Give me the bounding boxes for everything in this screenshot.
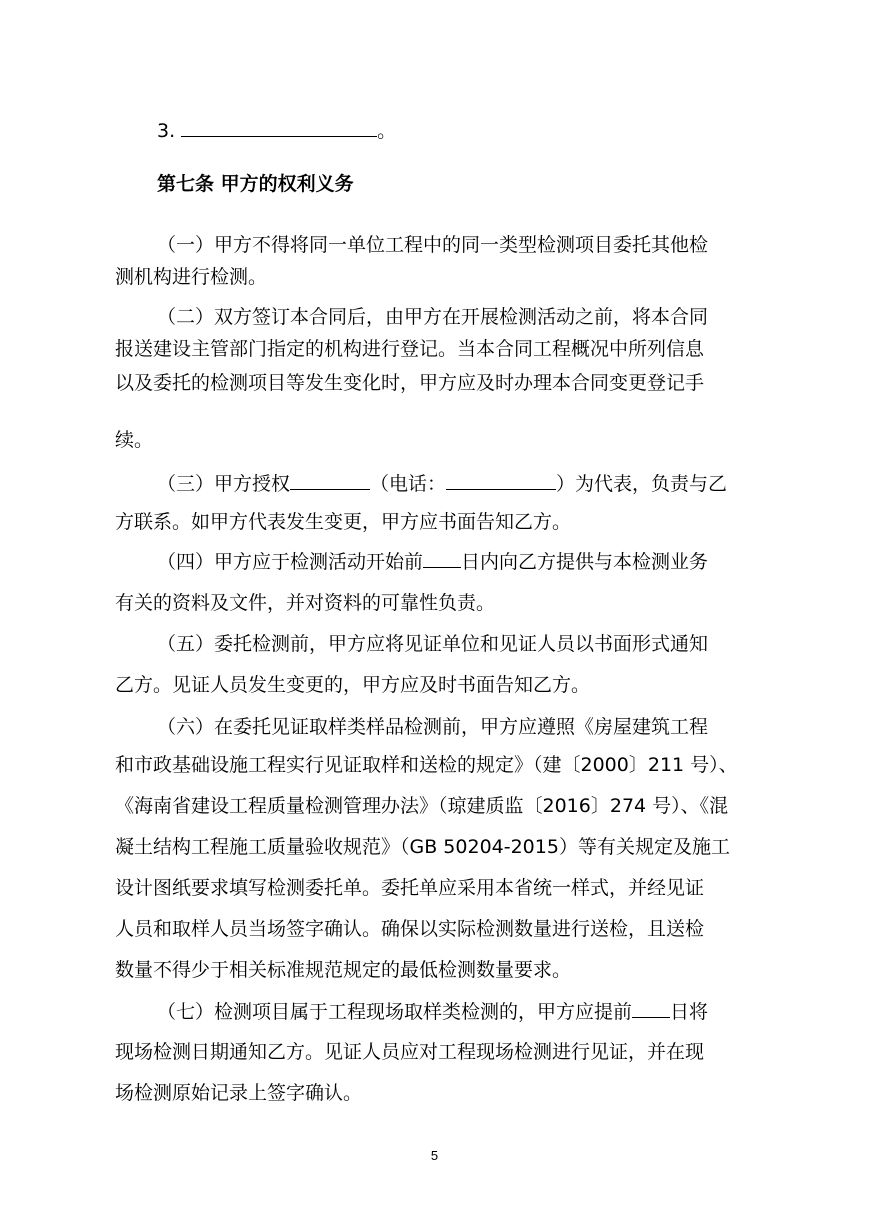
paragraph-4-line: 有关的资料及文件，并对资料的可靠性负责。: [115, 592, 496, 614]
paragraph-7-line: （七）检测项目属于工程现场取样类检测的，甲方应提前 日将: [157, 1001, 709, 1023]
paragraph-7-line: 现场检测日期通知乙方。见证人员应对工程现场检测进行见证，并在现: [115, 1041, 705, 1063]
phone-blank: [446, 471, 556, 490]
paragraph-1-line: （一）甲方不得将同一单位工程中的同一类型检测项目委托其他检: [157, 234, 709, 256]
paragraph-7-line: 场检测原始记录上签字确认。: [115, 1082, 363, 1104]
representative-blank: [290, 471, 370, 490]
paragraph-2-line: （二）双方签订本合同后，由甲方在开展检测活动之前，将本合同: [157, 306, 709, 328]
paragraph-5-line: （五）委托检测前，甲方应将见证单位和见证人员以书面形式通知: [157, 633, 709, 655]
section-heading: 第七条 甲方的权利义务: [157, 173, 354, 195]
paragraph-6-line: 和市政基础设施工程实行见证取样和送检的规定》（建〔2000〕211 号）、: [115, 754, 738, 776]
paragraph-6-line: 凝土结构工程施工质量验收规范》（GB 50204-2015）等有关规定及施工: [115, 836, 730, 858]
blank-field: [181, 118, 377, 137]
item-3-line: 3. 。: [157, 120, 397, 142]
paragraph-1-line: 测机构进行检测。: [115, 266, 268, 288]
paragraph-5-line: 乙方。见证人员发生变更的，甲方应及时书面告知乙方。: [115, 674, 591, 696]
paragraph-3-line: （三）甲方授权 （电话： ）为代表，负责与乙: [157, 473, 728, 495]
paragraph-2-line: 以及委托的检测项目等发生变化时，甲方应及时办理本合同变更登记手: [115, 372, 705, 394]
days-blank: [632, 999, 670, 1018]
paragraph-6-line: 《海南省建设工程质量检测管理办法》（琼建质监〔2016〕274 号）、《混: [115, 795, 729, 817]
page-number: 5: [430, 1148, 439, 1163]
paragraph-4-line: （四）甲方应于检测活动开始前 日内向乙方提供与本检测业务: [157, 551, 709, 573]
paragraph-6-line: 人员和取样人员当场签字确认。确保以实际检测数量进行送检，且送检: [115, 918, 705, 940]
paragraph-6-line: （六）在委托见证取样类样品检测前，甲方应遵照《房屋建筑工程: [157, 716, 709, 738]
days-blank: [423, 549, 461, 568]
paragraph-6-line: 设计图纸要求填写检测委托单。委托单应采用本省统一样式，并经见证: [115, 877, 705, 899]
paragraph-6-line: 数量不得少于相关标准规范规定的最低检测数量要求。: [115, 959, 572, 981]
paragraph-3-line: 方联系。如甲方代表发生变更，甲方应书面告知乙方。: [115, 511, 572, 533]
paragraph-2-line: 续。: [115, 429, 154, 451]
paragraph-2-line: 报送建设主管部门指定的机构进行登记。当本合同工程概况中所列信息: [115, 338, 705, 360]
